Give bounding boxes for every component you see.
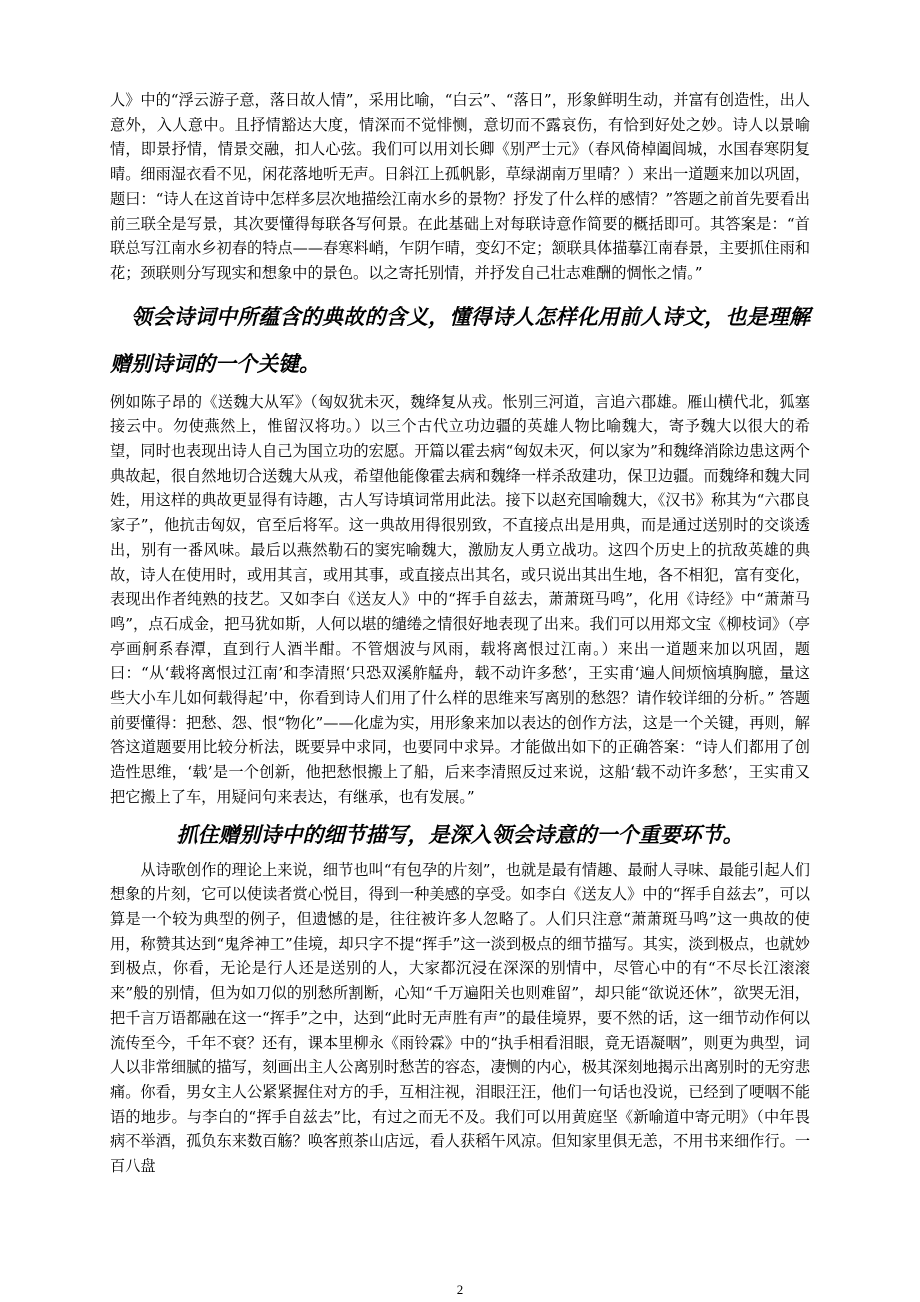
- page-number: 2: [456, 1282, 464, 1297]
- section-heading-allusions: 领会诗词中所蕴含的典故的含义，懂得诗人怎样化用前人诗文，也是理解赠别诗词的一个关键。: [110, 304, 810, 376]
- section-heading-details: 抓住赠别诗中的细节描写，是深入领会诗意的一个重要环节。: [176, 822, 744, 847]
- body-paragraph-1: 人》中的“浮云游子意，落日故人情”，采用比喻，“白云”、“落日”，形象鲜明生动，并富有创造性，出人意外，入人意中。且抒情豁达大度，情深而不觉悱恻，意切而不露哀伤，有恰到好处之妙。诗人以景喻情，即景抒情，情景交融，扣人心弦。我们可以用刘长卿《别严士元》（春风倚棹阖闾城，水国春寒阴复晴。细雨湿衣看不见，闲花落地听无声。日斜江上孤帆影，草绿湖南万里晴？）来出一道题来加以巩固，题曰：“诗人在这首诗中怎样多层次地描绘江南水乡的景物？抒发了什么样的感情？”答题之前首先要看出前三联全是写景，其次要懂得每联各写何景。在此基础上对每联诗意作简要的概括即可。其答案是：“首联总写江南水乡初春的特点——春寒料峭，乍阴乍晴，变幻不定；颔联具体描摹江南春景，主要抓住雨和花；颈联则分写现实和想象中的景色。以之寄托别情，并抒发自己壮志难酬的惆怅之情。”: [110, 91, 810, 282]
- body-paragraph-3: 从诗歌创作的理论上来说，细节也叫“有包孕的片刻”，也就是最有情趣、最耐人寻味、最能引起人们想象的片刻，它可以使读者赏心悦目，得到一种美感的享受。如李白《送友人》中的“挥手自兹去”，可以算是一个较为典型的例子，但遗憾的是，往往被许多人忽略了。人们只注意“萧萧斑马鸣”这一典故的使用，称赞其达到“鬼斧神工”佳境，却只字不提“挥手”这一淡到极点的细节描写。其实，淡到极点，也就妙到极点，你看，无论是行人还是送别的人，大家都沉浸在深深的别情中，尽管心中的有“不尽长江滚滚来”般的别情，但为如刀似的别愁所割断，心知“千万遍阳关也则难留”，却只能“欲说还休”，欲哭无泪，把千言万语都融在这一“挥手”之中，达到“此时无声胜有声”的最佳境界，要不然的话，这一细节动作何以流传至今，千年不衰？还有，课本里柳永《雨铃霖》中的“执手相看泪眼，竟无语凝咽”，则更为典型，词人以非常细腻的描写，刻画出主人公离别时愁苦的容态，凄恻的内心，极其深刻地揭示出离别时的无穷悲痛。你看，男女主人公紧紧握住对方的手，互相注视，泪眼汪汪，他们一句话也没说，已经到了哽咽不能语的地步。与李白的“挥手自兹去”比，有过之而无不及。我们可以用黄庭坚《新喻道中寄元明》（中年畏病不举酒，孤负东来数百觞？唤客煎茶山店远，看人获稻午风凉。但知家里俱无恙，不用书来细作行。一百八盘: [110, 860, 810, 1176]
- document-page: [110, 88, 810, 1179]
- body-paragraph-2: 例如陈子昂的《送魏大从军》（匈奴犹未灭，魏绛复从戎。怅别三河道，言追六郡雄。雁山横代北，狐塞接云中。勿使燕然上，惟留汉将功。）以三个古代立功边疆的英雄人物比喻魏大，寄予魏大以很大的希望，同时也表现出诗人自己为国立功的宏愿。开篇以霍去病“匈奴未灭，何以家为”和魏绛消除边患这两个典故起，很自然地切合送魏大从戎，希望他能像霍去病和魏绛一样杀敌建功，保卫边疆。而魏绛和魏大同姓，用这样的典故更显得有诗趣，古人写诗填词常用此法。接下以赵充国喻魏大，《汉书》称其为“六郡良家子”，他抗击匈奴，官至后将军。这一典故用得很别致，不直接点出是用典，而是通过送别时的交谈透出，别有一番风味。最后以燕然勒石的窦宪喻魏大，激励友人勇立战功。这四个历史上的抗敌英雄的典故，诗人在使用时，或用其言，或用其事，或直接点出其名，或只说出其出生地，各不相犯，富有变化，表现出作者纯熟的技艺。又如李白《送友人》中的“挥手自兹去，萧萧斑马鸣”，化用《诗经》中“萧萧马鸣”，点石成金，把马犹如斯，人何以堪的缱绻之情很好地表现了出来。我们可以用郑文宝《柳枝词》（亭亭画舸系春潭，直到行人酒半酣。不管烟波与风雨，载将离恨过江南。）来出一道题来加以巩固，题曰：“从‘载将离恨过江南’和李清照‘只恐双溪舴艋舟，载不动许多愁’，王实甫‘遍人间烦恼填胸臆，量这些大小车儿如何载得起’中，你看到诗人们用了什么样的思维来写离别的愁怨？请作较详细的分析。” 答题前要懂得：把愁、怨、恨“物化”——化虚为实，用形象来加以表达的创作方法，这是一个关键，再则，解答这道题要用比较分析法，既要异中求同，也要同中求异。才能做出如下的正确答案：“诗人们都用了创造性思维，‘载’是一个创新，他把愁恨搬上了船，后来李清照反过来说，这船‘载不动许多愁’，王实甫又把它搬上了车，用疑问句来表达，有继承，也有发展。”: [110, 392, 810, 806]
